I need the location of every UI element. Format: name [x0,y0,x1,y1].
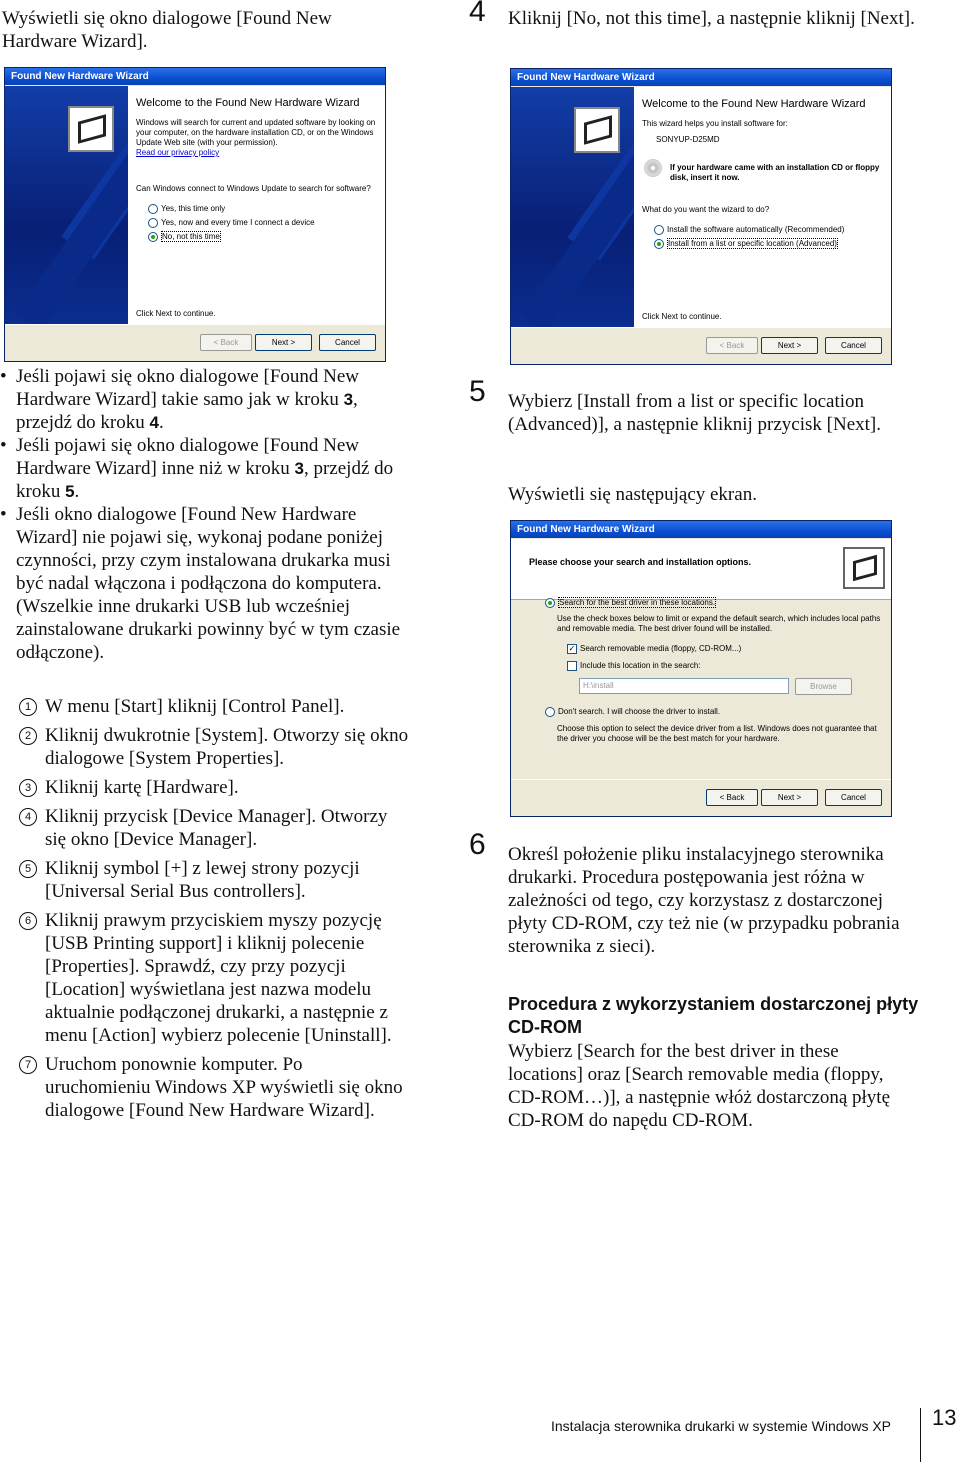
step4-text: Kliknij [No, not this time], a następnie kliknij [Next]. [508,8,915,29]
option-no[interactable]: No, not this time [148,230,377,244]
dialog-header: Please choose your search and installation options. [529,557,752,567]
radio-selected-icon [545,598,555,608]
dialog-title: Found New Hardware Wizard [511,69,891,86]
bullet-item: • Jeśli pojawi się okno dialogowe [Found New Hardware Wizard] inne niż w kroku 3, przejdź do kroku 5. [0,434,410,503]
radio-selected-icon [148,232,158,242]
privacy-link[interactable]: Read our privacy policy [136,148,220,157]
next-button[interactable]: Next > [761,789,818,806]
next-button[interactable]: Next > [255,334,312,351]
search-removable-checkbox[interactable]: ✓ Search removable media (floppy, CD-ROM...) [568,644,742,654]
dialog-question: What do you want the wizard to do? [642,205,770,214]
cd-note: If your hardware came with an installation CD or floppy disk, insert it now. [642,163,883,183]
bullet-item: • Jeśli okno dialogowe [Found New Hardware Wizard] nie pojawi się, wykonaj podane poniżej czynności, przy czym instalowana drukarka musi być nadal włączona i podłączona do komputera. (Wszelkie inne drukarki USB lub wcześniej zainstalowane drukarki powinny być w tym czasie odłączone). [0,503,410,664]
step6-text: Określ położenie pliku instalacyjnego sterownika drukarki. Procedura postępowania jest różna w zależności od tego, czy korzystasz z dostarczonej płyty CD-ROM, czy też nie (w przypadku pobrania sterownika z sieci). [508,844,900,957]
back-button[interactable]: < Back [200,334,252,351]
option-dont-search-desc: Choose this option to select the device driver from a list. Windows does not guarantee that the driver you choose will be the best match for your hardware. [557,724,877,743]
step5-after: Wyświetli się następujący ekran. [508,484,757,505]
step-number-icon: 4 [19,808,37,826]
bullet-item: • Jeśli pojawi się okno dialogowe [Found New Hardware Wizard] takie samo jak w kroku 3, przejdź do kroku 4. [0,365,410,434]
substep-item: 3 Kliknij kartę [Hardware]. [19,776,411,799]
radio-icon [654,225,664,235]
dialog-title: Found New Hardware Wizard [5,68,385,85]
include-location-checkbox[interactable]: Include this location in the search: [567,661,701,671]
step-number-icon: 6 [19,912,37,930]
step-number-icon: 1 [19,698,37,716]
back-button[interactable]: < Back [706,789,758,806]
option-install-auto[interactable]: Install the software automatically (Recommended) [654,223,883,237]
cancel-button[interactable]: Cancel [319,334,376,351]
location-input[interactable]: H:\install [579,678,789,694]
radio-icon [148,218,158,228]
dialog-heading: Welcome to the Found New Hardware Wizard [642,98,866,110]
radio-selected-icon [654,239,664,249]
step-number-5: 5 [469,375,486,408]
step-number-icon: 3 [19,779,37,797]
step6-subtext: Wybierz [Search for the best driver in these locations] oraz [Search removable media (floppy, CD-ROM…)], a następnie włóż dostarczoną płytę CD-ROM do napędu CD-ROM. [508,1041,891,1131]
checkbox-icon [567,661,577,671]
substep-list [19,695,411,1122]
wizard-banner [511,87,634,328]
radio-icon [545,707,555,717]
cd-icon [644,159,662,177]
cancel-button[interactable]: Cancel [825,337,882,354]
option-dont-search[interactable]: Don't search. I will choose the driver to install. [545,707,720,717]
dialog-footer: Click Next to continue. [642,312,722,321]
option-search-desc: Use the check boxes below to limit or expand the default search, which includes local paths and removable media. The best driver found will be installed. [557,614,881,633]
substep-item: 2 Kliknij dwukrotnie [System]. Otworzy się okno dialogowe [System Properties]. [19,724,411,770]
option-install-list[interactable]: Install from a list or specific location (Advanced) [654,237,883,251]
wizard-dialog-3 [510,520,892,817]
substep-item: 1 W menu [Start] kliknij [Control Panel]. [19,695,411,718]
step-number-icon: 5 [19,860,37,878]
browse-button[interactable]: Browse [795,678,852,695]
dialog-description: This wizard helps you install software for: [642,119,788,128]
back-button[interactable]: < Back [706,337,758,354]
option-yes-once[interactable]: Yes, this time only [148,202,377,216]
step-number-icon: 2 [19,727,37,745]
option-yes-always[interactable]: Yes, now and every time I connect a device [148,216,377,230]
hardware-wizard-icon [574,107,620,153]
radio-icon [148,204,158,214]
intro-text: Wyświetli się okno dialogowe [Found New Hardware Wizard]. [2,8,332,52]
step6-subheading: Procedura z wykorzystaniem dostarczonej płyty CD-ROM [508,994,919,1037]
dialog-question: Can Windows connect to Windows Update to search for software? [136,184,371,193]
step-number-4: 4 [469,0,486,28]
cancel-button[interactable]: Cancel [825,789,882,806]
wizard-dialog-2 [510,68,892,365]
bullet-list [0,365,410,664]
next-button[interactable]: Next > [761,337,818,354]
footer-divider [920,1408,921,1462]
dialog-title: Found New Hardware Wizard [511,521,891,538]
dialog-footer: Click Next to continue. [136,309,216,318]
substep-item: 4 Kliknij przycisk [Device Manager]. Otworzy się okno [Device Manager]. [19,805,411,851]
substep-item: 6 Kliknij prawym przyciskiem myszy pozycję [USB Printing support] i kliknij polecenie [Properties]. Sprawdź, czy przy pozycji [Location] wyświetlana jest nazwa modelu aktualnie podłączonej drukarki, a następnie z menu [Action] wybierz polecenie [Uninstall]. [19,909,411,1047]
hardware-wizard-icon [68,106,114,152]
option-search[interactable]: Search for the best driver in these locations. [545,598,716,608]
step-number-6: 6 [469,828,486,861]
step5-text: Wybierz [Install from a list or specific location (Advanced)], a następnie kliknij przycisk [Next]. [508,391,882,435]
dialog-description: Windows will search for current and updated software by looking on your computer, on the hardware installation CD, or on the Windows Update Web site (with your permission). [136,118,376,147]
hardware-wizard-icon [843,547,885,589]
wizard-dialog-1 [4,67,386,362]
substep-item: 5 Kliknij symbol [+] z lewej strony pozycji [Universal Serial Bus controllers]. [19,857,411,903]
page-number: 13 [932,1405,957,1430]
device-name: SONYUP-D25MD [656,135,720,144]
dialog-heading: Welcome to the Found New Hardware Wizard [136,97,360,109]
wizard-banner [5,86,128,325]
page-footer: Instalacja sterownika drukarki w systemie Windows XP [551,1418,892,1434]
step-number-icon: 7 [19,1056,37,1074]
substep-item: 7 Uruchom ponownie komputer. Po uruchomieniu Windows XP wyświetli się okno dialogowe [Found New Hardware Wizard]. [19,1053,411,1122]
checkmark-icon: ✓ [568,644,576,653]
